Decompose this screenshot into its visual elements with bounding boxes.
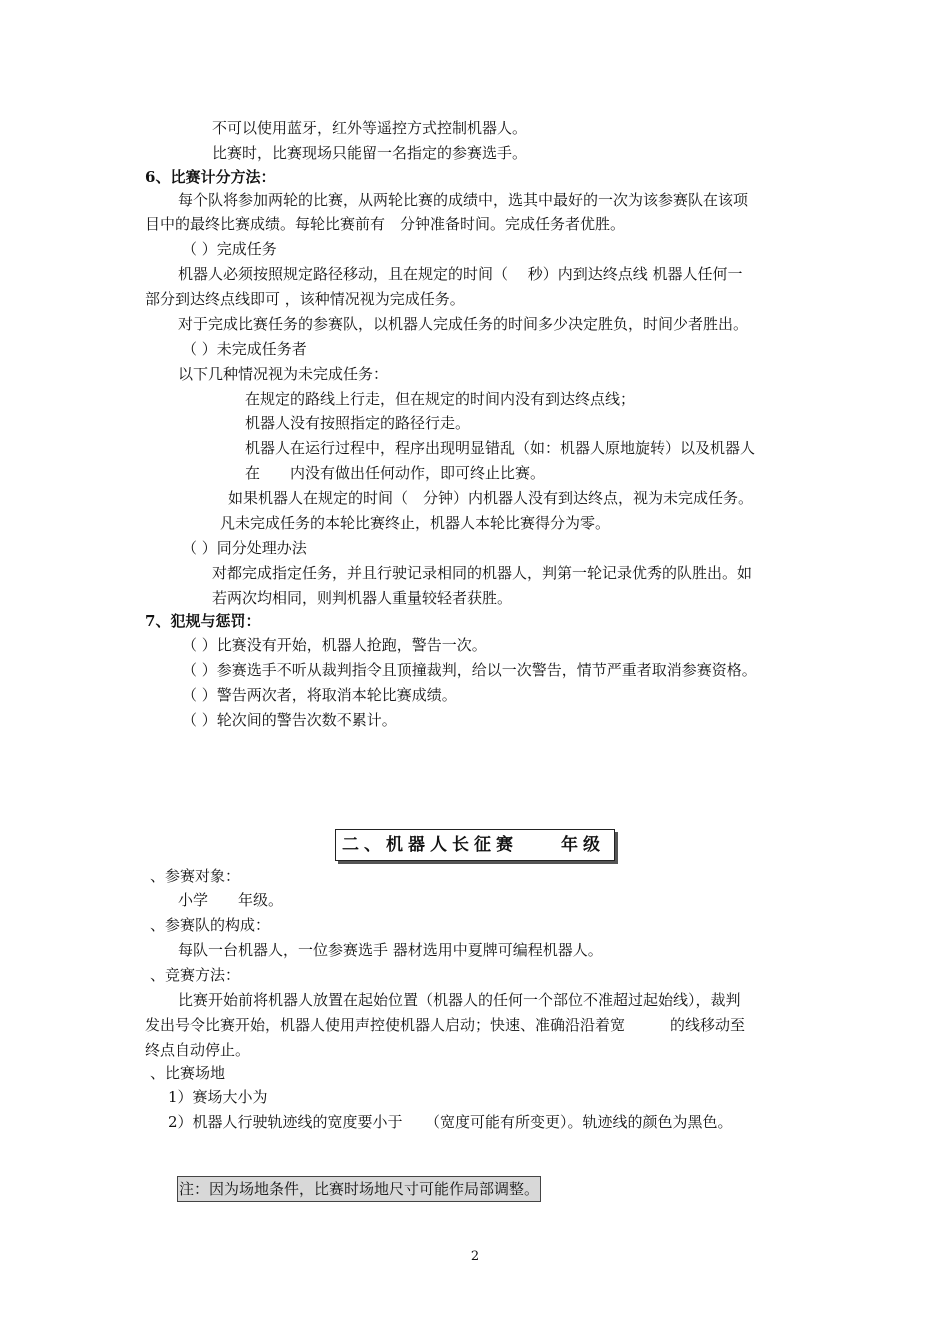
list-item: 1）赛场大小为 <box>168 1088 268 1106</box>
section-6-heading <box>145 167 275 187</box>
paragraph-line: 比赛时，比赛现场只能留一名指定的参赛选手。 <box>212 144 528 162</box>
section-title-grade: 年级 <box>561 835 605 855</box>
list-item: 机器人在运行过程中，程序出现明显错乱（如：机器人原地旋转）以及机器人 <box>245 439 756 457</box>
paragraph-line: 部分到达终点线即可 ，该种情况视为完成任务。 <box>145 290 465 308</box>
section-title: 、比赛计分方法： <box>155 168 276 186</box>
list-item: （ ）警告两次者，将取消本轮比赛成绩。 <box>182 686 457 704</box>
paragraph-line: 以下几种情况视为未完成任务： <box>178 365 389 383</box>
section-title-text: 二、机器人长征赛 <box>342 835 518 855</box>
paragraph-line: 发出号令比赛开始，机器人使用声控使机器人启动；快速、准确沿沿着宽 的线移动至 <box>145 1016 746 1034</box>
paragraph-line: 每队一台机器人，一位参赛选手 器材选用中夏牌可编程机器人。 <box>178 941 603 959</box>
subheading: （ ）完成任务 <box>182 240 277 258</box>
section-title-box <box>335 829 615 861</box>
page-number: 2 <box>470 1249 480 1264</box>
paragraph-line: 如果机器人在规定的时间（ 分钟）内机器人没有到达终点，视为未完成任务。 <box>228 489 754 507</box>
list-item: 在规定的路线上行走，但在规定的时间内没有到达终点线； <box>245 390 636 408</box>
subheading: 、竞赛方法： <box>150 966 241 984</box>
section-title: 、犯规与惩罚： <box>155 612 261 630</box>
paragraph-line: 目中的最终比赛成绩。每轮比赛前有 分钟准备时间。完成任务者优胜。 <box>145 215 626 233</box>
paragraph-line: 小学 年级。 <box>178 891 284 909</box>
section-number: 7 <box>145 612 156 630</box>
subheading: （ ）同分处理办法 <box>182 539 307 557</box>
paragraph-line: 终点自动停止。 <box>145 1041 251 1059</box>
subheading: 、比赛场地 <box>150 1064 226 1082</box>
list-item: （ ）参赛选手不听从裁判指令且顶撞裁判，给以一次警告，情节严重者取消参赛资格。 <box>182 661 757 679</box>
note-box: 注：因为场地条件，比赛时场地尺寸可能作局部调整。 <box>177 1176 541 1202</box>
section-number: 6 <box>145 168 156 186</box>
list-item: （ ）轮次间的警告次数不累计。 <box>182 711 397 729</box>
section-7-heading <box>145 611 260 631</box>
subheading: 、参赛队的构成： <box>150 916 271 934</box>
paragraph-line: 凡未完成任务的本轮比赛终止，机器人本轮比赛得分为零。 <box>220 514 611 532</box>
list-item: 在 内没有做出任何动作，即可终止比赛。 <box>245 464 546 482</box>
paragraph-line: 对都完成指定任务，并且行驶记录相同的机器人，判第一轮记录优秀的队胜出。如 <box>212 564 753 582</box>
paragraph-line: 若两次均相同，则判机器人重量较轻者获胜。 <box>212 589 513 607</box>
list-item: （ ）比赛没有开始，机器人抢跑，警告一次。 <box>182 636 487 654</box>
list-item: 2）机器人行驶轨迹线的宽度要小于 （宽度可能有所变更）。轨迹线的颜色为黑色。 <box>168 1113 733 1131</box>
paragraph-line: 每个队将参加两轮的比赛，从两轮比赛的成绩中，选其中最好的一次为该参赛队在该项 <box>178 191 749 209</box>
subheading: （ ）未完成任务者 <box>182 340 307 358</box>
paragraph-line: 对于完成比赛任务的参赛队，以机器人完成任务的时间多少决定胜负，时间少者胜出。 <box>178 315 749 333</box>
list-item: 机器人没有按照指定的路径行走。 <box>245 414 471 432</box>
paragraph-line: 不可以使用蓝牙，红外等遥控方式控制机器人。 <box>212 119 528 137</box>
subheading: 、参赛对象： <box>150 867 241 885</box>
paragraph-line: 机器人必须按照规定路径移动，且在规定的时间（ 秒）内到达终点线 机器人任何一 <box>178 265 743 283</box>
paragraph-line: 比赛开始前将机器人放置在起始位置（机器人的任何一个部位不准超过起始线），裁判 <box>178 991 741 1009</box>
